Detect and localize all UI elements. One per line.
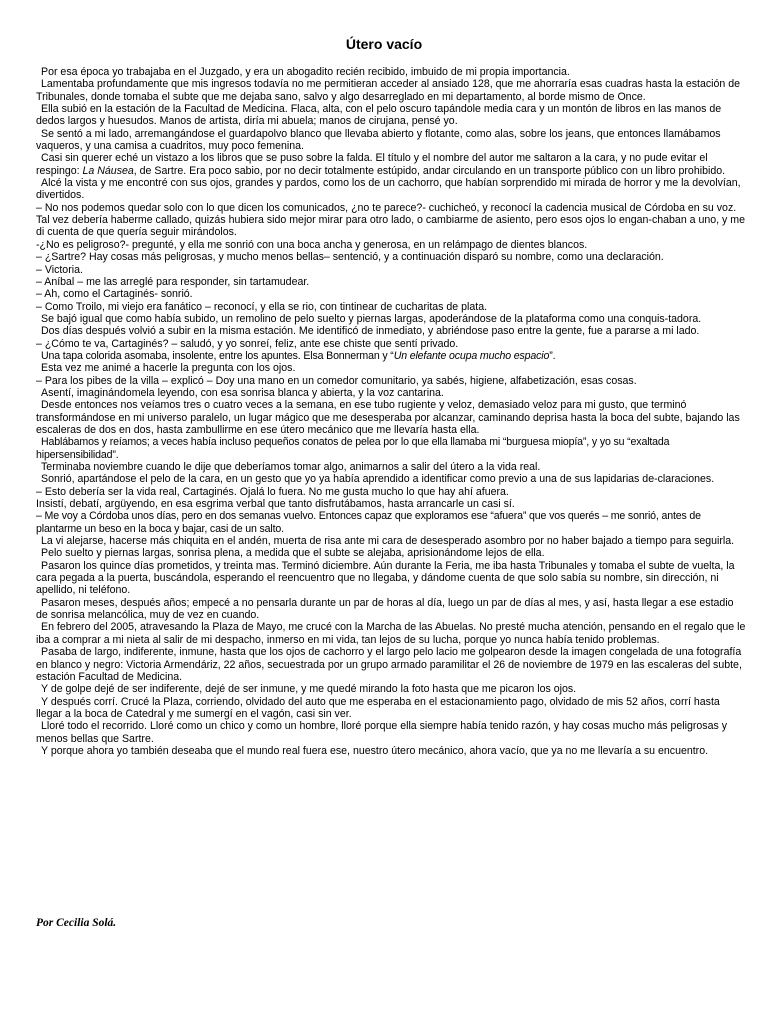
paragraph: Hablábamos y reíamos; a veces había incluso pequeños conatos de pelea por lo que ella llamaba mi “burguesa miopía”, y yo su “exaltada hipersensibilidad”. bbox=[36, 436, 670, 461]
paragraph: Asentí, imaginándomela leyendo, con esa sonrisa blanca y abierta, y la voz cantarina. bbox=[41, 386, 444, 399]
author-byline: Por Cecilia Solá. bbox=[36, 917, 117, 929]
paragraph: Terminaba noviembre cuando le dije que deberíamos tomar algo, animarnos a salir del útero a la vida real. bbox=[41, 461, 541, 473]
paragraph: Casi sin querer eché un vistazo a los libros que se puso sobre la falda. El título y el nombre del autor me saltaron a la cara, y no pude evitar el respingo: La Náusea, de Sartre. Era poco sabio, por no decir totalmente estúpido, andar circulando en un transporte público con un libro prohibido. bbox=[36, 152, 726, 177]
paragraph: Lamentaba profundamente que mis ingresos todavía no me permitieran acceder al ansiado 128, que me ahorraría esas cuadras hasta la estación de Tribunales, donde tomaba el subte que me dejaba sano, salvo y algo desarreglado en mi departamento, al borde mismo de Once. bbox=[36, 78, 741, 103]
paragraph: Desde entonces nos veíamos tres o cuatro veces a la semana, en ese tubo rugiente y veloz, demasiado veloz para mi gusto, que terminó transformándose en mi universo paralelo, un lugar mágico que me desesperaba por alcanzar, caminando deprisa hasta la boca del subte, bajando las escaleras de dos en dos, hasta zambullirme en ese útero mecánico que me llevaría hasta ella. bbox=[36, 399, 740, 436]
paragraph: Dos días después volvió a subir en la misma estación. Me identificó de inmediato, y abriéndose paso entre la gente, fue a pararse a mi lado. bbox=[41, 325, 700, 338]
paragraph: – ¿Sartre? Hay cosas más peligrosas, y mucho menos bellas– sentenció, y a continuación disparó su nombre, como una declaración. bbox=[36, 251, 664, 264]
paragraph: Y después corrí. Crucé la Plaza, corriendo, olvidado del auto que me esperaba en el estacionamiento pago, olvidado de mis 52 años, corrí hasta llegar a la boca de Catedral y me sumergí en el vagón, casi sin ver. bbox=[36, 695, 720, 720]
paragraph: Se bajó igual que como había subido, un remolino de pelo suelto y piernas largas, apoderándose de la plataforma como una conquis-tadora. bbox=[41, 312, 702, 325]
paragraph: – Para los pibes de la villa – explicó – Doy una mano en un comedor comunitario, ya sabés, higiene, alfabetización, esas cosas. bbox=[36, 374, 637, 387]
paragraph: Sonrió, apartándose el pelo de la cara, en un gesto que yo ya había aprendido a identificar como previo a una de sus lapidarias de-claraciones. bbox=[41, 473, 715, 486]
story-title: Útero vacío bbox=[345, 36, 423, 52]
paragraph: Esta vez me animé a hacerle la pregunta con los ojos. bbox=[41, 362, 296, 375]
paragraph: La vi alejarse, hacerse más chiquita en el andén, muerta de risa ante mi cara de desesperado asombro por no haber bajado a tiempo para seguirla. bbox=[41, 535, 735, 548]
book-title: La Náusea bbox=[82, 164, 134, 177]
paragraph: – Aníbal – me las arreglé para responder, sin tartamudear. bbox=[36, 275, 310, 288]
paragraph: – ¿Cómo te va, Cartaginés? – saludó, y yo sonreí, feliz, ante ese chiste que sentí privado. bbox=[36, 337, 459, 350]
paragraph: En febrero del 2005, atravesando la Plaza de Mayo, me crucé con la Marcha de las Abuelas. No presté mucha atención, pensando en el regalo que le iba a comprar a mi nieta al salir de mi despacho, inmerso en mi vida, tan lejos de su lucha, porque yo nunca había tenido problemas. bbox=[36, 621, 746, 646]
paragraph: Una tapa colorida asomaba, insolente, entre los apuntes. Elsa Bonnerman y “Un elefante ocupa mucho espacio”. bbox=[41, 349, 556, 362]
paragraph: Pasaron meses, después años; empecé a no pensarla durante un par de horas al día, luego un par de días al mes, y así, hasta llegar a ese estadio de sonrisa melancólica, muy de vez en cuando. bbox=[36, 596, 734, 622]
paragraph: – Victoria. bbox=[36, 263, 83, 276]
paragraph: – Me voy a Córdoba unos días, pero en dos semanas vuelvo. Entonces capaz que exploramos ese “afuera” que vos querés – me sonrió, antes de plantarme un beso en la boca y bajar, casi de un salto. bbox=[36, 510, 701, 535]
paragraph: Por esa época yo trabajaba en el Juzgado, y era un abogadito recién recibido, imbuido de mi propia importancia. bbox=[41, 66, 570, 78]
paragraph: Pelo suelto y piernas largas, sonrisa plena, a medida que el subte se alejaba, aprisionándome lejos de ella. bbox=[41, 547, 545, 560]
paragraph: Alcé la vista y me encontré con sus ojos, grandes y pardos, como los de un cachorro, que habían sorprendido mi mirada de horror y me la devolvían, divertidos. bbox=[36, 177, 741, 202]
paragraph: Ella subió en la estación de la Facultad de Medicina. Flaca, alta, con el pelo oscuro tapándole media cara y un montón de libros en las manos de dedos largos y huesudos. Manos de artista, diría mi abuela; manos de cirujana, pensé yo. bbox=[36, 103, 722, 128]
paragraph: Lloré todo el recorrido. Lloré como un chico y como un hombre, lloré porque ella siempre había tenido razón, y hay cosas mucho más peligrosas y menos bellas que Sartre. bbox=[36, 720, 728, 745]
paragraph: Y de golpe dejé de ser indiferente, dejé de ser inmune, y me quedé mirando la foto hasta que me picaron los ojos. bbox=[41, 683, 577, 696]
paragraph: Pasaron los quince días prometidos, y treinta mas. Terminó diciembre. Aún durante la Feria, me iba hasta Tribunales y tomaba el subte de vuelta, la cara pegada a la puerta, buscándola, esperando el reencuentro que no llegaba, y dándome cuenta de que solo sabía su nombre, sin dirección, ni apellido, ni teléfono. bbox=[36, 559, 735, 597]
paragraph: Y porque ahora yo también deseaba que el mundo real fuera ese, nuestro útero mecánico, ahora vacío, que ya no me llevaría a su encuentro. bbox=[41, 744, 709, 757]
paragraph: – Como Troilo, mi viejo era fanático – reconocí, y ella se rio, con tintinear de cucharitas de plata. bbox=[36, 300, 488, 313]
paragraph: Insistí, debatí, argüyendo, en esa esgrima verbal que tanto disfrutábamos, hasta arrancarle un casi sí. bbox=[36, 498, 515, 511]
paragraph: – Ah, como el Cartaginés- sonrió. bbox=[36, 288, 193, 301]
paragraph: -¿No es peligroso?- pregunté, y ella me sonrió con una boca ancha y generosa, en un relámpago de dientes blancos. bbox=[36, 238, 588, 251]
paragraph: Pasaba de largo, indiferente, inmune, hasta que los ojos de cachorro y el largo pelo lacio me golpearon desde la imagen congelada de una fotografía en blanco y negro: Victoria Armendáriz, 22 años, secuestrada por un grupo armado paramilitar el 26 de noviembre de 1979 en las escaleras del subte, estación Facultad de Medicina. bbox=[36, 646, 742, 683]
paragraph: Se sentó a mi lado, arremangándose el guardapolvo blanco que llevaba abierto y flotante, como alas, sobre los jeans, que entonces llamábamos vaqueros, y una camisa a cuadritos, muy poco femenina. bbox=[36, 127, 721, 153]
book-title: Un elefante ocupa mucho espacio bbox=[393, 349, 550, 362]
paragraph: – No nos podemos quedar solo con lo que dicen los comunicados, ¿no te parece?- cuchicheó, y reconocí la cadencia musical de Córdoba en su voz. bbox=[36, 201, 737, 214]
paragraph: Tal vez debería haberme callado, quizás hubiera sido mejor mirar para otro lado, o cambiarme de asiento, pero esos ojos lo engan-chaban a uno, y me di cuenta de que quería seguir mirándolos. bbox=[36, 214, 746, 239]
story-body bbox=[36, 66, 748, 757]
paragraph: – Esto debería ser la vida real, Cartaginés. Ojalá lo fuera. No me gusta mucho lo que hay ahí afuera. bbox=[36, 485, 509, 498]
